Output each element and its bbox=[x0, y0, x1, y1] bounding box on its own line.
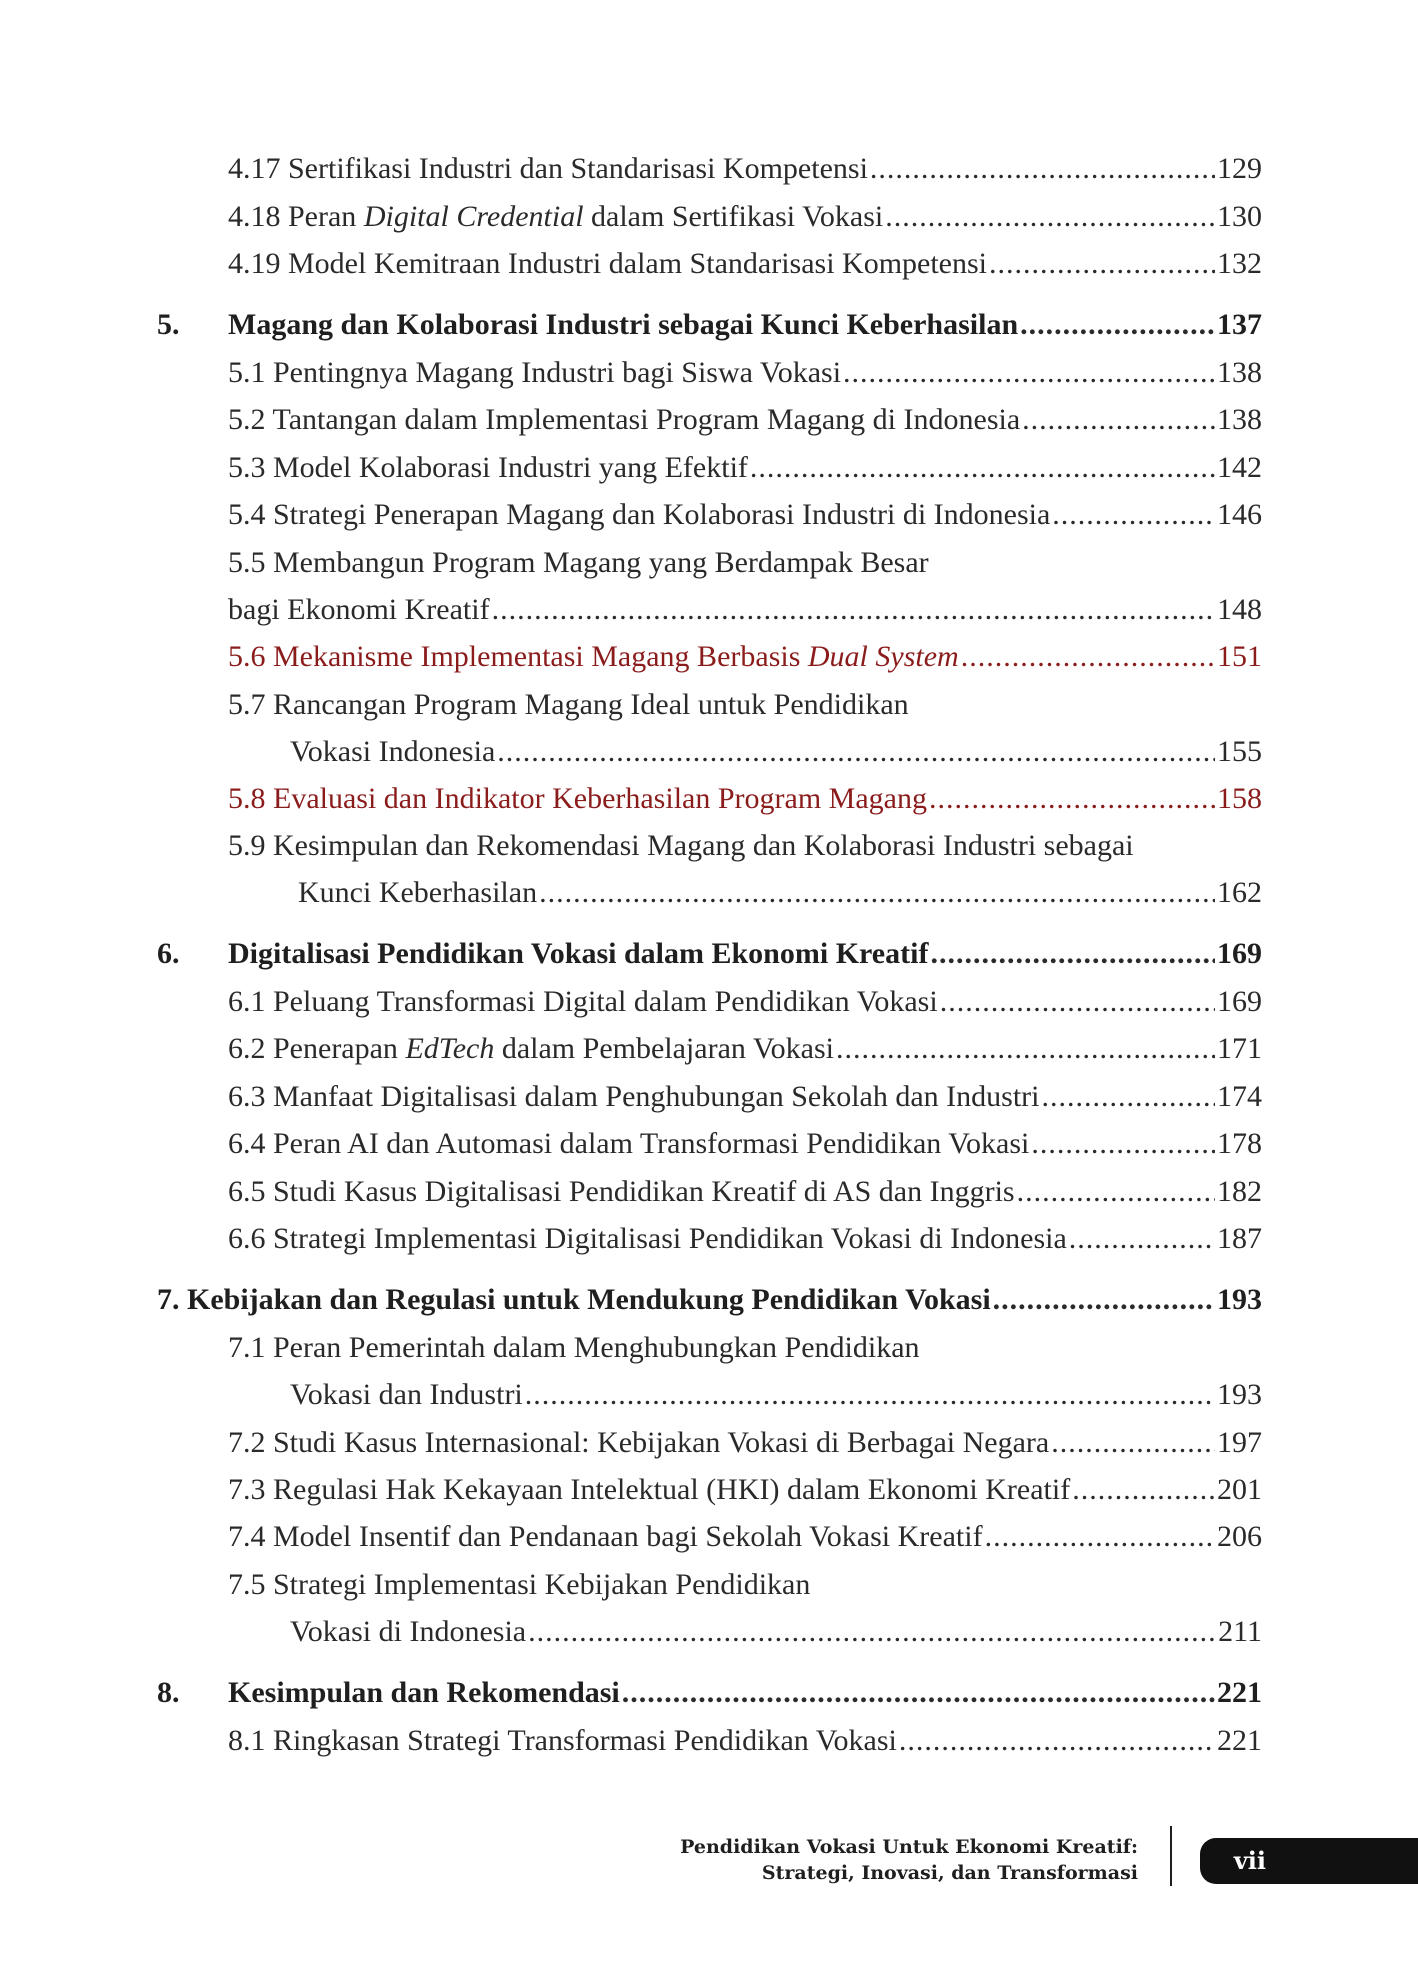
toc-entry-4-17[interactable] bbox=[228, 146, 1262, 192]
toc-entry-7-1[interactable] bbox=[290, 1372, 1262, 1418]
toc-entry-title bbox=[228, 1026, 834, 1072]
toc-entry-4-18[interactable] bbox=[228, 194, 1262, 240]
toc-entry-page: 155 bbox=[1217, 735, 1262, 768]
page-number: vii bbox=[1233, 1846, 1266, 1875]
toc-entry-7-5[interactable] bbox=[290, 1609, 1262, 1655]
running-footer-title bbox=[680, 1834, 1138, 1886]
toc-entry-title: 6.3 Manfaat Digitalisasi dalam Penghubungan Sekolah dan Industri bbox=[228, 1080, 1040, 1113]
toc-entry-page: 201 bbox=[1217, 1473, 1262, 1506]
toc-entry-title: 4.19 Model Kemitraan Industri dalam Standarisasi Kompetensi bbox=[228, 247, 988, 280]
toc-entry-page: 169 bbox=[1217, 985, 1262, 1018]
book-title-line-2: Strategi, Inovasi, dan Transformasi bbox=[761, 1862, 1138, 1884]
toc-entry-6-5[interactable] bbox=[228, 1169, 1262, 1215]
dot-leader bbox=[539, 870, 1215, 916]
dot-leader bbox=[492, 587, 1215, 633]
toc-entry-title-continued: bagi Ekonomi Kreatif bbox=[228, 593, 490, 626]
toc-chapter-7[interactable] bbox=[157, 1277, 1262, 1323]
toc-entry-page: 132 bbox=[1217, 247, 1262, 280]
toc-entry-6-1[interactable] bbox=[228, 979, 1262, 1025]
toc-entry-5-3[interactable] bbox=[228, 445, 1262, 491]
toc-entry-6-4[interactable] bbox=[228, 1121, 1262, 1167]
toc-entry-title: 8.1 Ringkasan Strategi Transformasi Pendidikan Vokasi bbox=[228, 1724, 897, 1757]
dot-leader bbox=[622, 1670, 1215, 1716]
chapter-number: 8. bbox=[157, 1676, 180, 1709]
toc-entry-5-8[interactable] bbox=[228, 776, 1262, 822]
dot-leader bbox=[929, 776, 1215, 822]
toc-chapter-title: Magang dan Kolaborasi Industri sebagai Kunci Keberhasilan bbox=[228, 308, 1019, 341]
dot-leader bbox=[836, 1026, 1215, 1072]
toc-entry-5-7[interactable] bbox=[290, 729, 1262, 775]
dot-leader bbox=[528, 1609, 1216, 1655]
toc-entry-title: 5.4 Strategi Penerapan Magang dan Kolaborasi Industri di Indonesia bbox=[228, 498, 1051, 531]
toc-entry-title-start: 6.2 Penerapan bbox=[228, 1032, 406, 1065]
toc-entry-title: 5.3 Model Kolaborasi Industri yang Efektif bbox=[228, 451, 748, 484]
toc-entry-page: 151 bbox=[1217, 640, 1262, 673]
dot-leader bbox=[1069, 1216, 1215, 1262]
toc-entry-page: 171 bbox=[1217, 1032, 1262, 1065]
toc-entry-title: 6.6 Strategi Implementasi Digitalisasi Pendidikan Vokasi di Indonesia bbox=[228, 1222, 1067, 1255]
toc-entry-title bbox=[228, 634, 959, 680]
dot-leader bbox=[870, 146, 1215, 192]
dot-leader bbox=[1042, 1074, 1215, 1120]
toc-entry-7-4[interactable] bbox=[228, 1514, 1262, 1560]
toc-entry-title-continued: Vokasi dan Industri bbox=[290, 1378, 523, 1411]
dot-leader bbox=[1022, 397, 1215, 443]
toc-entry-5-9-line1[interactable]: 5.9 Kesimpulan dan Rekomendasi Magang dan Kolaborasi Industri sebagai bbox=[228, 829, 1134, 862]
toc-entry-title: 7.2 Studi Kasus Internasional: Kebijakan Vokasi di Berbagai Negara bbox=[228, 1426, 1050, 1459]
dot-leader bbox=[1051, 1420, 1215, 1466]
toc-chapter-8[interactable] bbox=[228, 1670, 1262, 1716]
toc-entry-page: 138 bbox=[1217, 403, 1262, 436]
dot-leader bbox=[843, 350, 1215, 396]
toc-chapter-5[interactable] bbox=[228, 302, 1262, 348]
toc-chapter-page: 221 bbox=[1217, 1676, 1262, 1709]
toc-entry-page: 178 bbox=[1217, 1127, 1262, 1160]
toc-entry-title-italic: EdTech bbox=[405, 1032, 495, 1065]
toc-entry-title-start: 5.6 Mekanisme Implementasi Magang Berbasis bbox=[228, 640, 808, 673]
dot-leader bbox=[1031, 1121, 1215, 1167]
toc-entry-6-3[interactable] bbox=[228, 1074, 1262, 1120]
toc-entry-page: 129 bbox=[1217, 152, 1262, 185]
toc-entry-page: 146 bbox=[1217, 498, 1262, 531]
toc-entry-title: 5.8 Evaluasi dan Indikator Keberhasilan Program Magang bbox=[228, 782, 927, 815]
toc-entry-7-5-line1[interactable]: 7.5 Strategi Implementasi Kebijakan Pendidikan bbox=[228, 1568, 811, 1601]
dot-leader bbox=[525, 1372, 1215, 1418]
toc-entry-7-2[interactable] bbox=[228, 1420, 1262, 1466]
toc-entry-page: 182 bbox=[1217, 1175, 1262, 1208]
toc-entry-title: 6.4 Peran AI dan Automasi dalam Transformasi Pendidikan Vokasi bbox=[228, 1127, 1030, 1160]
toc-entry-5-5[interactable] bbox=[228, 587, 1262, 633]
toc-entry-5-7-line1[interactable]: 5.7 Rancangan Program Magang Ideal untuk Pendidikan bbox=[228, 688, 909, 721]
toc-entry-page: 130 bbox=[1217, 200, 1262, 233]
toc-chapter-title: 7. Kebijakan dan Regulasi untuk Mendukung Pendidikan Vokasi bbox=[157, 1283, 991, 1316]
toc-chapter-page: 169 bbox=[1217, 937, 1262, 970]
toc-entry-title-start: 4.18 Peran bbox=[228, 200, 364, 233]
dot-leader bbox=[985, 1514, 1215, 1560]
toc-entry-title-continued: Vokasi Indonesia bbox=[290, 735, 496, 768]
dot-leader bbox=[961, 634, 1215, 680]
toc-entry-5-9[interactable] bbox=[298, 870, 1262, 916]
dot-leader bbox=[1017, 1169, 1215, 1215]
toc-entry-title: 6.5 Studi Kasus Digitalisasi Pendidikan Kreatif di AS dan Inggris bbox=[228, 1175, 1015, 1208]
dot-leader bbox=[750, 445, 1215, 491]
toc-entry-title-italic: Digital Credential bbox=[363, 200, 584, 233]
toc-entry-page: 211 bbox=[1218, 1615, 1262, 1648]
toc-entry-page: 158 bbox=[1217, 782, 1262, 815]
toc-entry-5-1[interactable] bbox=[228, 350, 1262, 396]
toc-entry-page: 187 bbox=[1217, 1222, 1262, 1255]
toc-entry-page: 206 bbox=[1217, 1520, 1262, 1553]
dot-leader bbox=[1072, 1467, 1215, 1513]
toc-entry-5-5-line1[interactable]: 5.5 Membangun Program Magang yang Berdampak Besar bbox=[228, 546, 929, 579]
toc-entry-page: 193 bbox=[1217, 1378, 1262, 1411]
toc-entry-title: 7.3 Regulasi Hak Kekayaan Intelektual (HKI) dalam Ekonomi Kreatif bbox=[228, 1473, 1071, 1506]
book-title-line-1: Pendidikan Vokasi Untuk Ekonomi Kreatif: bbox=[680, 1836, 1138, 1858]
dot-leader bbox=[989, 241, 1215, 287]
toc-entry-title-end: dalam Sertifikasi Vokasi bbox=[583, 200, 884, 233]
toc-entry-title-italic: Dual System bbox=[807, 640, 959, 673]
chapter-number: 5. bbox=[157, 308, 180, 341]
toc-entry-title: 5.1 Pentingnya Magang Industri bagi Siswa Vokasi bbox=[228, 356, 842, 389]
toc-entry-page: 174 bbox=[1217, 1080, 1262, 1113]
toc-entry-5-6[interactable] bbox=[228, 634, 1262, 680]
toc-entry-title-continued: Vokasi di Indonesia bbox=[290, 1615, 527, 1648]
toc-entry-5-4[interactable] bbox=[228, 492, 1262, 538]
dot-leader bbox=[899, 1718, 1215, 1764]
toc-entry-6-2[interactable] bbox=[228, 1026, 1262, 1072]
toc-entry-title: 7.4 Model Insentif dan Pendanaan bagi Sekolah Vokasi Kreatif bbox=[228, 1520, 983, 1553]
dot-leader bbox=[497, 729, 1215, 775]
toc-chapter-page: 137 bbox=[1217, 308, 1262, 341]
toc-entry-7-3[interactable] bbox=[228, 1467, 1262, 1513]
dot-leader bbox=[993, 1277, 1215, 1323]
dot-leader bbox=[885, 194, 1215, 240]
toc-entry-page: 221 bbox=[1217, 1724, 1262, 1757]
toc-chapter-page: 193 bbox=[1217, 1283, 1262, 1316]
dot-leader bbox=[930, 931, 1215, 977]
dot-leader bbox=[940, 979, 1215, 1025]
dot-leader bbox=[1020, 302, 1215, 348]
toc-entry-title: 4.17 Sertifikasi Industri dan Standarisasi Kompetensi bbox=[228, 152, 868, 185]
toc-entry-title-continued: Kunci Keberhasilan bbox=[298, 876, 538, 909]
toc-chapter-6[interactable] bbox=[228, 931, 1262, 977]
toc-entry-page: 148 bbox=[1217, 593, 1262, 626]
toc-entry-8-1[interactable] bbox=[228, 1718, 1262, 1764]
toc-chapter-title: Kesimpulan dan Rekomendasi bbox=[228, 1676, 620, 1709]
chapter-number: 6. bbox=[157, 937, 180, 970]
toc-entry-title: 5.2 Tantangan dalam Implementasi Program Magang di Indonesia bbox=[228, 403, 1021, 436]
toc-entry-page: 142 bbox=[1217, 451, 1262, 484]
toc-entry-title bbox=[228, 194, 883, 240]
toc-entry-4-19[interactable] bbox=[228, 241, 1262, 287]
toc-entry-title: 6.1 Peluang Transformasi Digital dalam Pendidikan Vokasi bbox=[228, 985, 938, 1018]
dot-leader bbox=[1052, 492, 1215, 538]
toc-entry-7-1-line1[interactable]: 7.1 Peran Pemerintah dalam Menghubungkan Pendidikan bbox=[228, 1331, 920, 1364]
toc-entry-6-6[interactable] bbox=[228, 1216, 1262, 1262]
toc-chapter-title: Digitalisasi Pendidikan Vokasi dalam Ekonomi Kreatif bbox=[228, 937, 929, 970]
toc-entry-page: 197 bbox=[1217, 1426, 1262, 1459]
toc-entry-page: 162 bbox=[1217, 876, 1262, 909]
footer-divider bbox=[1170, 1826, 1172, 1886]
toc-entry-title-end: dalam Pembelajaran Vokasi bbox=[494, 1032, 834, 1065]
toc-entry-5-2[interactable] bbox=[228, 397, 1262, 443]
toc-entry-page: 138 bbox=[1217, 356, 1262, 389]
